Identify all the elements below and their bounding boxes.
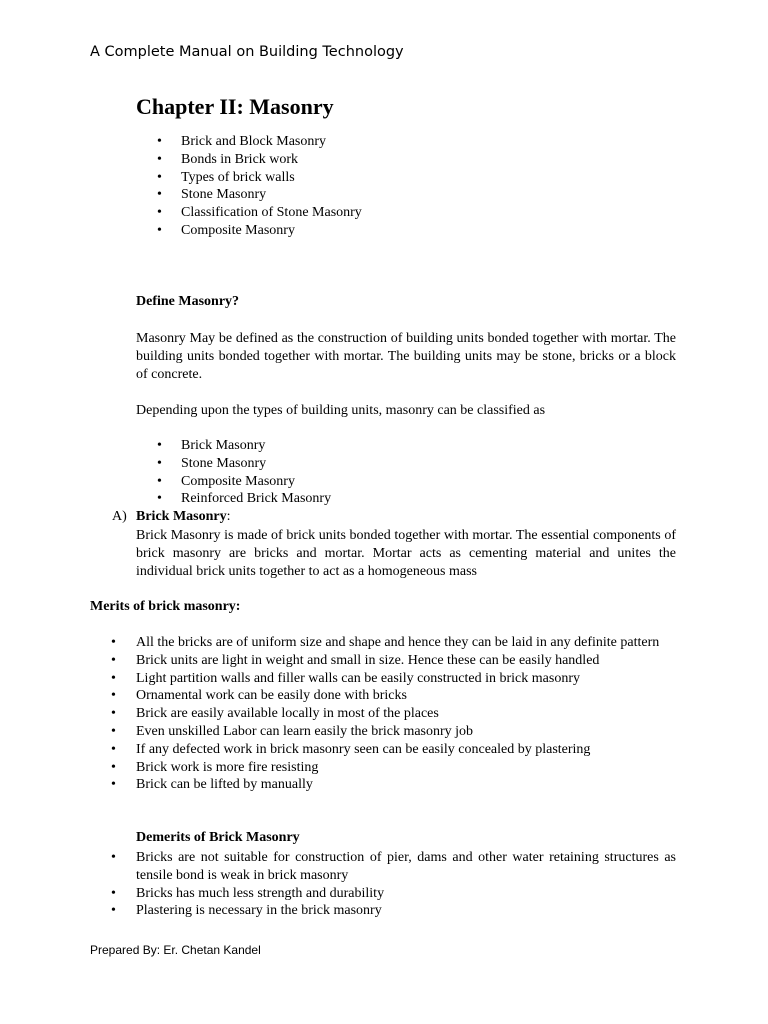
demerits-list (136, 849, 676, 920)
list-item: • Classification of Stone Masonry (181, 204, 362, 222)
list-item: • Stone Masonry (181, 455, 331, 473)
list-item: • Composite Masonry (181, 473, 331, 491)
definition-paragraph: Masonry May be defined as the construction of building units bonded together with mortar. The building units bonded together with mortar. The building units may be stone, bricks or a block of concrete. (136, 331, 676, 382)
list-item: • Bonds in Brick work (181, 151, 362, 169)
list-item: • Brick work is more fire resisting (136, 759, 676, 777)
section-a-colon: : (226, 509, 231, 524)
list-item: • If any defected work in brick masonry seen can be easily concealed by plastering (136, 741, 676, 759)
list-item: • Bricks are not suitable for construction of pier, dams and other water retaining structures as tensile bond is weak in brick masonry (136, 849, 676, 885)
document-header: A Complete Manual on Building Technology (90, 44, 404, 60)
merits-list (136, 634, 676, 794)
demerits-heading: Demerits of Brick Masonry (136, 830, 300, 845)
list-item: • Even unskilled Labor can learn easily the brick masonry job (136, 723, 676, 741)
list-item: • Brick and Block Masonry (181, 133, 362, 151)
section-a-title: Brick Masonry (136, 509, 227, 524)
section-a-marker: A) (112, 509, 127, 524)
define-masonry-heading: Define Masonry? (136, 294, 240, 309)
list-item: • All the bricks are of uniform size and shape and hence they can be laid in any definite pattern (136, 634, 676, 652)
masonry-types-list (181, 437, 331, 508)
list-item: • Reinforced Brick Masonry (181, 490, 331, 508)
list-item: • Brick units are light in weight and small in size. Hence these can be easily handled (136, 652, 676, 670)
document-footer: Prepared By: Er. Chetan Kandel (90, 943, 261, 957)
list-item: • Light partition walls and filler walls can be easily constructed in brick masonry (136, 670, 676, 688)
list-item: • Bricks has much less strength and durability (136, 885, 676, 903)
list-item: • Ornamental work can be easily done with bricks (136, 687, 676, 705)
list-item: • Plastering is necessary in the brick masonry (136, 902, 676, 920)
chapter-topics-list (181, 133, 362, 240)
brick-masonry-paragraph: Brick Masonry is made of brick units bonded together with mortar. The essential components of brick masonry are bricks and mortar. Mortar acts as cementing material and unites the individual brick units together to act as a homogeneous mass (136, 528, 676, 579)
list-item: • Brick can be lifted by manually (136, 776, 676, 794)
list-item: • Composite Masonry (181, 222, 362, 240)
section-a-heading (136, 509, 231, 525)
list-item: • Stone Masonry (181, 186, 362, 204)
merits-heading: Merits of brick masonry: (90, 599, 241, 614)
list-item: • Types of brick walls (181, 169, 362, 187)
list-item: • Brick are easily available locally in most of the places (136, 705, 676, 723)
classification-intro: Depending upon the types of building units, masonry can be classified as (136, 403, 546, 418)
list-item: • Brick Masonry (181, 437, 331, 455)
chapter-title: Chapter II: Masonry (136, 94, 334, 119)
